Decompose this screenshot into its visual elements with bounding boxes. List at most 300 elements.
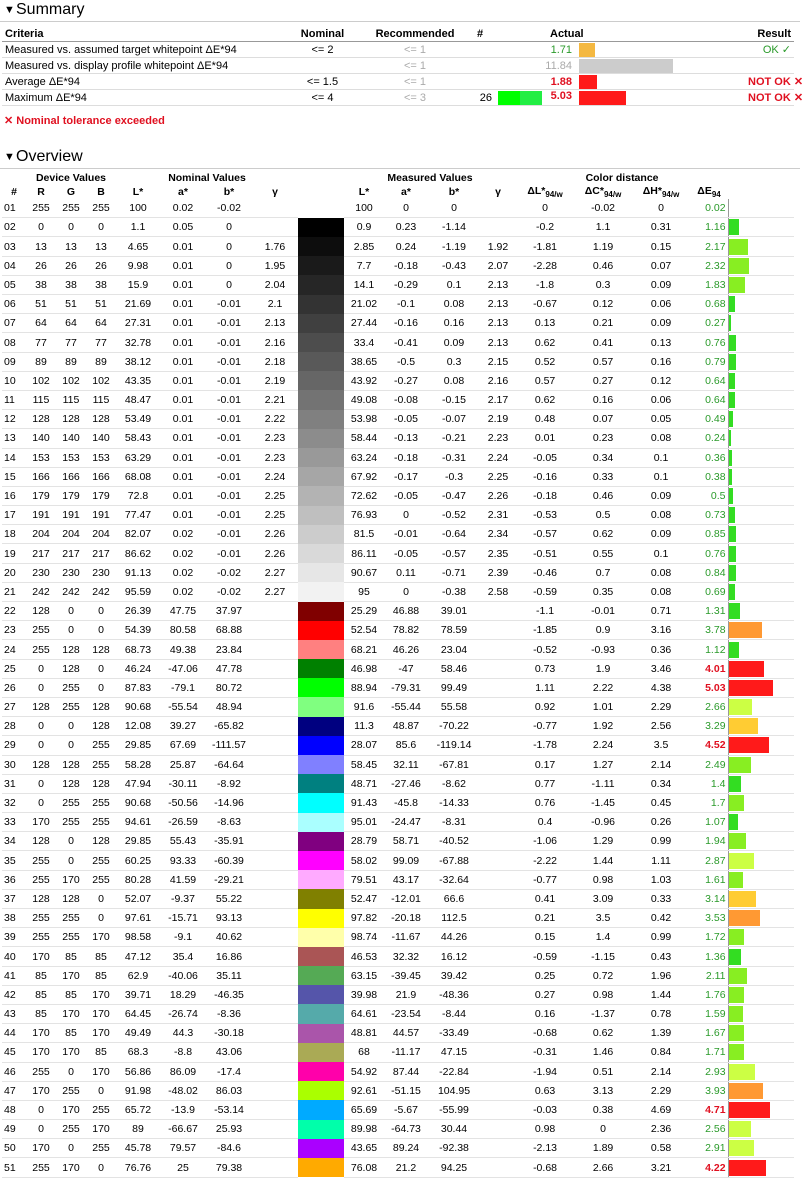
cell: 58.45 — [344, 755, 384, 774]
cell: -0.01 — [206, 486, 252, 505]
cell: 255 — [56, 1120, 86, 1139]
delta-e-bar — [729, 661, 764, 677]
overview-heading[interactable]: ▼Overview — [0, 147, 800, 169]
cell — [252, 947, 298, 966]
cell: -0.13 — [384, 429, 428, 448]
delta-e-bar-cell — [728, 275, 794, 294]
color-swatch — [298, 774, 344, 793]
delta-e-bar — [729, 1044, 744, 1060]
cell: -0.02 — [206, 199, 252, 218]
cell: 255 — [56, 697, 86, 716]
cell: 85 — [26, 966, 56, 985]
cell — [252, 678, 298, 697]
cell: 7.7 — [344, 256, 384, 275]
cell: 128 — [56, 774, 86, 793]
cell: 1.19 — [574, 237, 632, 256]
cell: 20 — [2, 563, 26, 582]
cell: -1.78 — [516, 736, 574, 755]
cell: 0.72 — [574, 966, 632, 985]
cell — [480, 717, 516, 736]
cell: -8.36 — [206, 1004, 252, 1023]
delta-e-bar — [729, 1064, 755, 1080]
cell: 115 — [86, 390, 116, 409]
cell: 18.29 — [160, 985, 206, 1004]
cell: 86.09 — [160, 1062, 206, 1081]
cell: 0 — [86, 678, 116, 697]
cell: -0.03 — [516, 1100, 574, 1119]
cell: 0.55 — [574, 544, 632, 563]
cell: 0.08 — [632, 582, 690, 601]
cell: 128 — [26, 755, 56, 774]
cell — [252, 909, 298, 928]
patch-row — [2, 947, 794, 966]
cell — [480, 1004, 516, 1023]
cell: 0.15 — [516, 928, 574, 947]
cell: -0.16 — [516, 467, 574, 486]
cell: 0.06 — [632, 390, 690, 409]
cell: 0.38 — [690, 467, 728, 486]
cell: 0.01 — [160, 237, 206, 256]
count-cell — [465, 42, 495, 58]
cell: 51 — [2, 1158, 26, 1177]
summary-row — [2, 58, 794, 74]
cell: 11.3 — [344, 717, 384, 736]
cell: 80.72 — [206, 678, 252, 697]
cell — [480, 813, 516, 832]
cell: 1.07 — [690, 813, 728, 832]
cell: -17.4 — [206, 1062, 252, 1081]
delta-e-bar-cell — [728, 966, 794, 985]
cell: -2.13 — [516, 1139, 574, 1158]
cell: 16.12 — [428, 947, 480, 966]
actual-bar-cell — [575, 90, 745, 106]
color-swatch — [298, 275, 344, 294]
patch-row — [2, 218, 794, 237]
cell: 2.13 — [480, 333, 516, 352]
cell: 21.02 — [344, 295, 384, 314]
count-cell: 26 — [465, 90, 495, 106]
cell: 1.92 — [574, 717, 632, 736]
cell: 85.6 — [384, 736, 428, 755]
cell: -0.01 — [206, 352, 252, 371]
cell: 255 — [86, 870, 116, 889]
cell: 63.15 — [344, 966, 384, 985]
patch-row — [2, 563, 794, 582]
delta-e-bar-cell — [728, 602, 794, 621]
delta-e-bar-cell — [728, 506, 794, 525]
cell: 28.07 — [344, 736, 384, 755]
cell: 170 — [26, 813, 56, 832]
cell: 140 — [26, 429, 56, 448]
patch-row — [2, 909, 794, 928]
index-header-top — [2, 171, 26, 185]
cell: -1.14 — [428, 218, 480, 237]
delta-e-bar — [729, 450, 732, 466]
cell: -53.14 — [206, 1100, 252, 1119]
cell: 78.59 — [428, 621, 480, 640]
cell: 4.71 — [690, 1100, 728, 1119]
delta-e-bar — [729, 929, 744, 945]
delta-e-bar-cell — [728, 371, 794, 390]
cell: -0.21 — [428, 429, 480, 448]
cell — [480, 697, 516, 716]
cell: 170 — [86, 1062, 116, 1081]
delta-e-bar-cell — [728, 1004, 794, 1023]
cell: 90.67 — [344, 563, 384, 582]
cell: 1.27 — [574, 755, 632, 774]
patch-row — [2, 832, 794, 851]
cell: 1.44 — [574, 851, 632, 870]
cell: 0.41 — [574, 333, 632, 352]
cell: 0.99 — [632, 832, 690, 851]
cell: 12.08 — [116, 717, 160, 736]
cell: 170 — [56, 1158, 86, 1177]
cell: 0.09 — [632, 275, 690, 294]
cell: -0.29 — [384, 275, 428, 294]
cell: 0 — [86, 621, 116, 640]
cell: 128 — [26, 889, 56, 908]
cell: 191 — [26, 506, 56, 525]
cell: -26.59 — [160, 813, 206, 832]
color-swatch — [298, 1004, 344, 1023]
color-swatch — [298, 390, 344, 409]
delta-e-bar-cell — [728, 582, 794, 601]
delta-e-bar-cell — [728, 410, 794, 429]
collapse-triangle-icon: ▼ — [4, 151, 15, 163]
cell: 255 — [86, 851, 116, 870]
cell: -0.51 — [516, 544, 574, 563]
cell: 0.1 — [632, 448, 690, 467]
cell: 153 — [86, 448, 116, 467]
cell: 64 — [86, 314, 116, 333]
patch-row — [2, 717, 794, 736]
cell: 82.07 — [116, 525, 160, 544]
cell: 102 — [56, 371, 86, 390]
summary-section — [0, 0, 803, 127]
cell: 37.97 — [206, 602, 252, 621]
patch-row — [2, 793, 794, 812]
cell: -0.01 — [206, 429, 252, 448]
cell: 48.71 — [344, 774, 384, 793]
cell: 53.49 — [116, 410, 160, 429]
actual-header: Actual — [495, 26, 745, 42]
cell: 39.27 — [160, 717, 206, 736]
cell: 0 — [384, 582, 428, 601]
cell: 1.4 — [574, 928, 632, 947]
actual-cell — [495, 58, 575, 74]
cell: 99.09 — [384, 851, 428, 870]
cell: 102 — [26, 371, 56, 390]
cell: 0 — [86, 889, 116, 908]
cell: 25.29 — [344, 602, 384, 621]
delta-e-bar-cell — [728, 813, 794, 832]
delta-e-bar — [729, 1006, 743, 1022]
column-header: B — [97, 186, 105, 199]
cell: -33.49 — [428, 1024, 480, 1043]
cell: 0.05 — [160, 218, 206, 237]
cell: 140 — [56, 429, 86, 448]
cell: -0.01 — [206, 295, 252, 314]
delta-e-bar-cell — [728, 736, 794, 755]
summary-heading[interactable]: ▼Summary — [0, 0, 800, 22]
delta-e-bar-cell — [728, 1120, 794, 1139]
criteria-cell: Measured vs. assumed target whitepoint ΔE*94 — [2, 42, 280, 58]
cell: 66.6 — [428, 889, 480, 908]
cell: 0 — [206, 218, 252, 237]
cell — [480, 218, 516, 237]
cell: -1.37 — [574, 1004, 632, 1023]
cell: -13.9 — [160, 1100, 206, 1119]
cell: 54.92 — [344, 1062, 384, 1081]
actual-bar — [579, 43, 595, 57]
color-swatch — [298, 659, 344, 678]
cell: -0.47 — [428, 486, 480, 505]
cell: 64 — [26, 314, 56, 333]
cell: 2.16 — [252, 333, 298, 352]
cell — [480, 1100, 516, 1119]
cell: -0.02 — [206, 582, 252, 601]
cell: 2.22 — [252, 410, 298, 429]
cell: 49.08 — [344, 390, 384, 409]
cell: 0.58 — [632, 1139, 690, 1158]
cell: 128 — [56, 889, 86, 908]
cell: -0.38 — [428, 582, 480, 601]
cell: -0.2 — [516, 218, 574, 237]
cell: 1.4 — [690, 774, 728, 793]
color-swatch — [298, 947, 344, 966]
criteria-cell: Measured vs. display profile whitepoint ΔE*94 — [2, 58, 280, 74]
color-swatch — [298, 793, 344, 812]
patch-row — [2, 199, 794, 218]
delta-e-bar-cell — [728, 429, 794, 448]
cell: 0.08 — [632, 563, 690, 582]
cell: 4.38 — [632, 678, 690, 697]
cell: 1.89 — [574, 1139, 632, 1158]
cell: 0.01 — [160, 467, 206, 486]
cell: 36 — [2, 870, 26, 889]
cell: 0.76 — [516, 793, 574, 812]
cell: 21.2 — [384, 1158, 428, 1177]
cell: -0.57 — [516, 525, 574, 544]
cell: 255 — [86, 736, 116, 755]
cell: 0.23 — [384, 218, 428, 237]
patch-row — [2, 525, 794, 544]
cell: 0 — [26, 774, 56, 793]
cell: 91.43 — [344, 793, 384, 812]
cell — [252, 851, 298, 870]
cell: 170 — [56, 870, 86, 889]
cell: 94.61 — [116, 813, 160, 832]
cell: 2.29 — [632, 1081, 690, 1100]
cell: 32.78 — [116, 333, 160, 352]
cell: -0.16 — [384, 314, 428, 333]
cell — [252, 832, 298, 851]
cell: 07 — [2, 314, 26, 333]
cell — [252, 1043, 298, 1062]
cell: 128 — [56, 659, 86, 678]
cell: 13 — [26, 237, 56, 256]
summary-row — [2, 42, 794, 58]
cell: 170 — [86, 1004, 116, 1023]
cell: 26 — [86, 256, 116, 275]
cell: -0.59 — [516, 947, 574, 966]
color-swatch — [298, 352, 344, 371]
delta-e-bar-cell — [728, 678, 794, 697]
cell: -79.1 — [160, 678, 206, 697]
patch-row — [2, 678, 794, 697]
cell: 40 — [2, 947, 26, 966]
delta-e-bar-cell — [728, 563, 794, 582]
cell: 21.69 — [116, 295, 160, 314]
recommended-cell: <= 1 — [365, 74, 465, 90]
color-swatch — [298, 678, 344, 697]
cell: 0.01 — [516, 429, 574, 448]
delta-e-bar — [729, 949, 741, 965]
cell: -48.36 — [428, 985, 480, 1004]
cell: 0.92 — [516, 697, 574, 716]
delta-e-bar-cell — [728, 352, 794, 371]
cell — [480, 1043, 516, 1062]
cell: 2.17 — [690, 237, 728, 256]
cell: 255 — [86, 813, 116, 832]
cell: -0.18 — [516, 486, 574, 505]
summary-table — [2, 26, 803, 106]
cell: 21.9 — [384, 985, 428, 1004]
column-header: L* — [132, 186, 144, 199]
cell — [480, 909, 516, 928]
cell: 217 — [26, 544, 56, 563]
cell: 0 — [56, 832, 86, 851]
column-header: γ — [495, 186, 501, 199]
cell: 38.65 — [344, 352, 384, 371]
patch-row — [2, 448, 794, 467]
cell: 58.28 — [116, 755, 160, 774]
cell: 255 — [86, 1139, 116, 1158]
cell: 72.8 — [116, 486, 160, 505]
cell: 06 — [2, 295, 26, 314]
cell: 46 — [2, 1062, 26, 1081]
cell: 0.21 — [516, 909, 574, 928]
cell: -0.08 — [384, 390, 428, 409]
cell: 0.16 — [574, 390, 632, 409]
cell: -0.41 — [384, 333, 428, 352]
cell: 166 — [56, 467, 86, 486]
cell: 0.5 — [574, 506, 632, 525]
cell: 191 — [86, 506, 116, 525]
cell: 204 — [26, 525, 56, 544]
cell: 93.33 — [160, 851, 206, 870]
patch-row — [2, 486, 794, 505]
cell: 170 — [56, 966, 86, 985]
cell: 0 — [86, 218, 116, 237]
column-header: $\Delta C*_{94/w}$ — [584, 185, 622, 200]
cell: 2.13 — [480, 314, 516, 333]
cell: 0 — [384, 199, 428, 218]
cell: -0.07 — [428, 410, 480, 429]
cell: -2.22 — [516, 851, 574, 870]
cell: 204 — [56, 525, 86, 544]
color-swatch — [298, 1139, 344, 1158]
cell: 39.42 — [428, 966, 480, 985]
cell: 170 — [26, 1139, 56, 1158]
delta-e-bar — [729, 757, 751, 773]
cell: 49 — [2, 1120, 26, 1139]
overview-section — [0, 147, 800, 1178]
cell: 128 — [86, 697, 116, 716]
cell: 15 — [2, 467, 26, 486]
cell: 81.5 — [344, 525, 384, 544]
cell — [252, 640, 298, 659]
patch-row — [2, 467, 794, 486]
cell: -30.11 — [160, 774, 206, 793]
cell: 0.01 — [160, 371, 206, 390]
patch-row — [2, 851, 794, 870]
color-swatch — [298, 813, 344, 832]
cell: -9.1 — [160, 928, 206, 947]
cell: 0.09 — [632, 525, 690, 544]
cell: 17 — [2, 506, 26, 525]
cell: 2.13 — [480, 275, 516, 294]
cell: 48.47 — [116, 390, 160, 409]
delta-e-bar — [729, 219, 739, 235]
delta-e-bar-cell — [728, 218, 794, 237]
cell: 12 — [2, 410, 26, 429]
cell: 48.87 — [384, 717, 428, 736]
cell: 55.58 — [428, 697, 480, 716]
cell: -1.94 — [516, 1062, 574, 1081]
cell: 2.13 — [252, 314, 298, 333]
cell: 45.78 — [116, 1139, 160, 1158]
cell: 79.57 — [160, 1139, 206, 1158]
cell: 0.02 — [160, 199, 206, 218]
recommended-header: Recommended — [365, 26, 465, 42]
cell: 91.6 — [344, 697, 384, 716]
color-swatch — [298, 909, 344, 928]
cell — [480, 793, 516, 812]
cell: 2.26 — [252, 544, 298, 563]
cell: 2.19 — [252, 371, 298, 390]
cell: 255 — [26, 640, 56, 659]
patch-row — [2, 352, 794, 371]
cell: 0.06 — [632, 295, 690, 314]
cell: 1.9 — [574, 659, 632, 678]
color-swatch — [298, 1081, 344, 1100]
column-header: $\Delta E_{94}$ — [697, 185, 721, 200]
color-swatch — [298, 985, 344, 1004]
patch-row — [2, 1100, 794, 1119]
cell: 43.35 — [116, 371, 160, 390]
patch-row — [2, 410, 794, 429]
summary-row — [2, 74, 794, 90]
cell: 1.11 — [632, 851, 690, 870]
cell: 76.93 — [344, 506, 384, 525]
cell: 87.44 — [384, 1062, 428, 1081]
cell: 24 — [2, 640, 26, 659]
delta-e-bar-cell — [728, 237, 794, 256]
cell: 58.71 — [384, 832, 428, 851]
column-header: $\Delta H*_{94/w}$ — [642, 185, 680, 200]
cell: 2.25 — [252, 506, 298, 525]
cell: -32.64 — [428, 870, 480, 889]
cell: 23 — [2, 621, 26, 640]
cell: -0.68 — [516, 1024, 574, 1043]
cell: -0.05 — [384, 410, 428, 429]
cell: 1.59 — [690, 1004, 728, 1023]
cell: 0.84 — [690, 563, 728, 582]
cell: -0.17 — [384, 467, 428, 486]
cell: 89 — [86, 352, 116, 371]
delta-e-bar-cell — [728, 486, 794, 505]
